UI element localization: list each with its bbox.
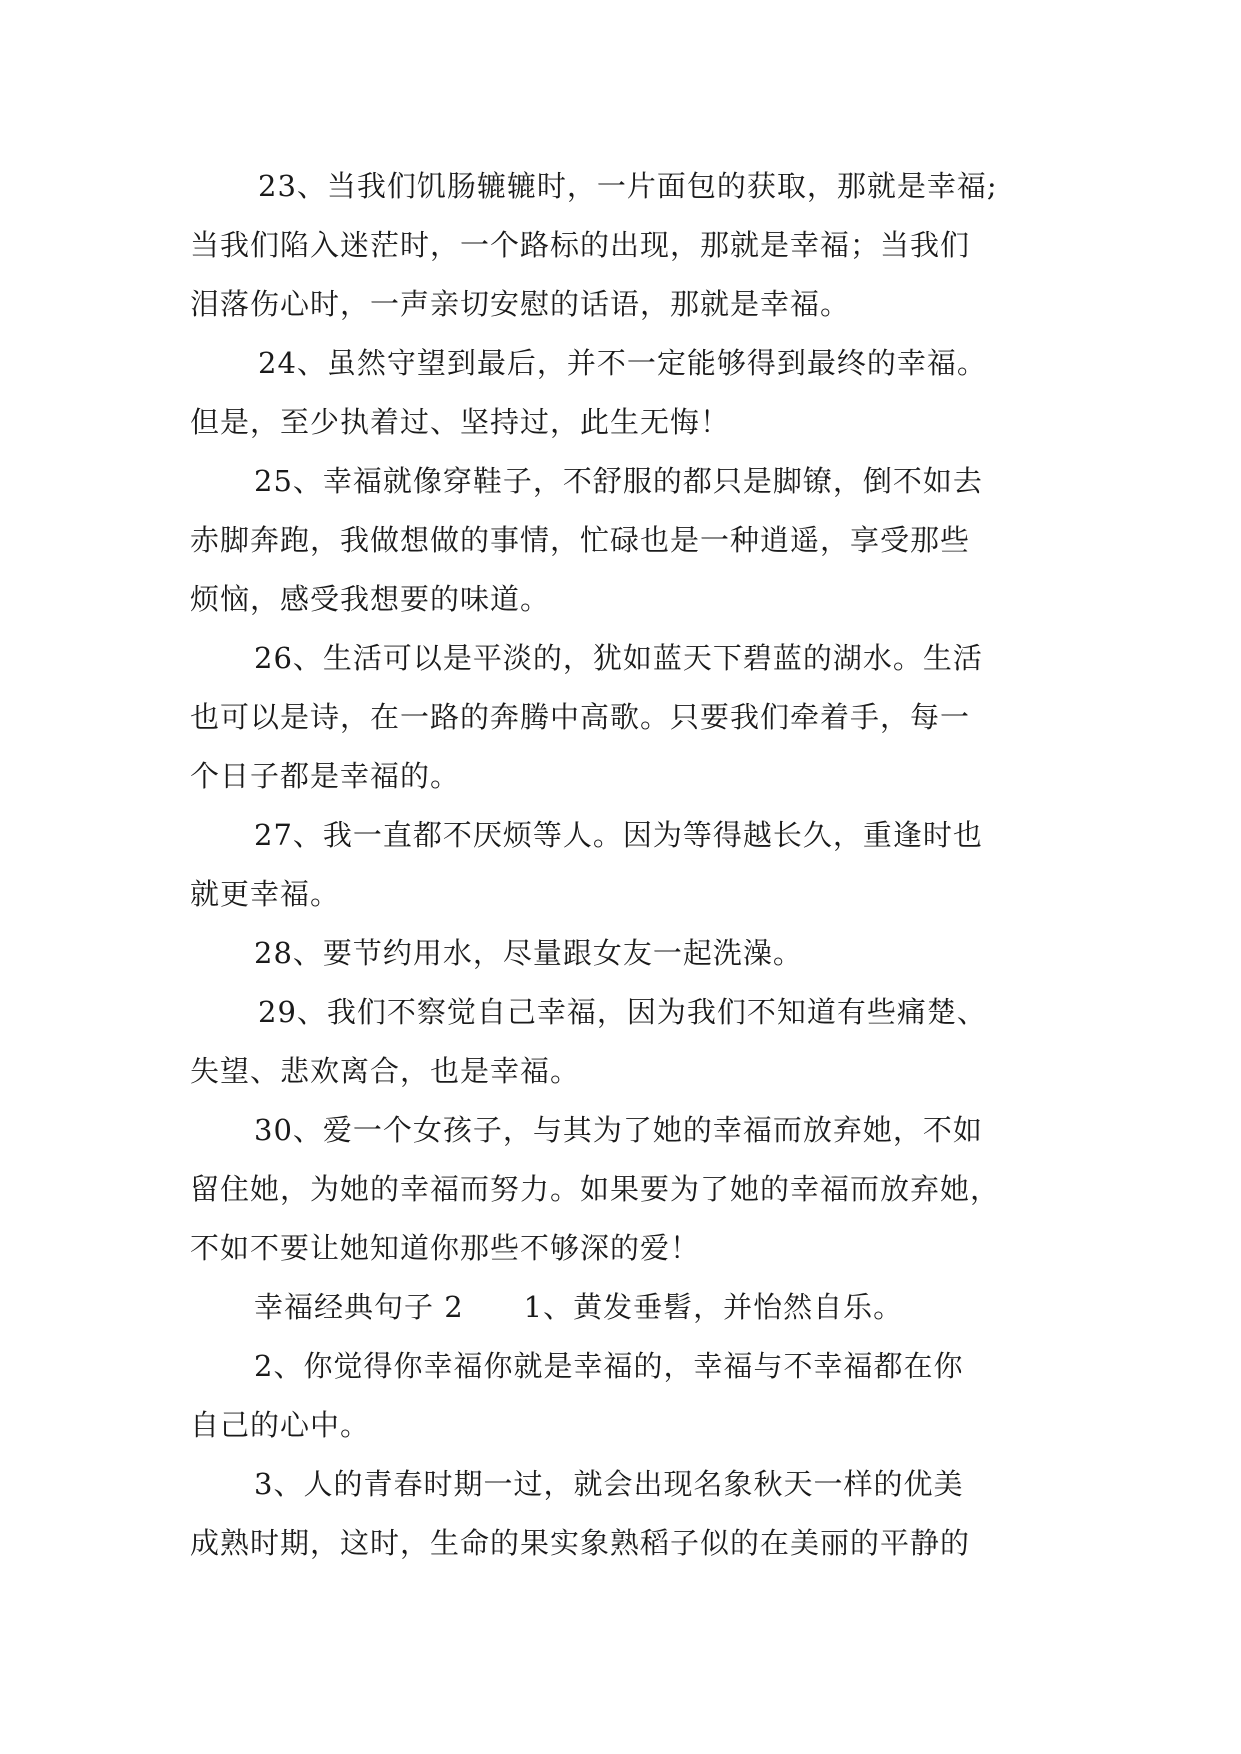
text-line: 30、爱一个女孩子，与其为了她的幸福而放弃她，不如: [254, 1113, 983, 1147]
text-line: 成熟时期，这时，生命的果实象熟稻子似的在美丽的平静的: [190, 1526, 971, 1560]
text-line: 自己的心中。: [190, 1408, 371, 1442]
text-line: 2、你觉得你幸福你就是幸福的，幸福与不幸福都在你: [254, 1349, 964, 1383]
text-line: 27、我一直都不厌烦等人。因为等得越长久，重逢时也: [254, 818, 983, 852]
text-line: 25、幸福就像穿鞋子，不舒服的都只是脚镣，倒不如去: [254, 464, 983, 498]
text-line: 26、生活可以是平淡的，犹如蓝天下碧蓝的湖水。生活: [254, 641, 983, 675]
text-line: 24、虽然守望到最后，并不一定能够得到最终的幸福。: [258, 346, 987, 380]
text-line: 幸福经典句子 2 1、黄发垂髫，并怡然自乐。: [254, 1290, 904, 1324]
text-line: 个日子都是幸福的。: [190, 759, 461, 793]
text-line: 29、我们不察觉自己幸福，因为我们不知道有些痛楚、: [258, 995, 987, 1029]
text-line: 失望、悲欢离合，也是幸福。: [190, 1054, 581, 1088]
text-line: 3、人的青春时期一过，就会出现名象秋天一样的优美: [254, 1467, 964, 1501]
text-line: 23、当我们饥肠辘辘时，一片面包的获取，那就是幸福;: [258, 169, 998, 203]
text-line: 但是，至少执着过、坚持过，此生无悔！: [190, 405, 731, 439]
text-line: 留住她，为她的幸福而努力。如果要为了她的幸福而放弃她，: [190, 1172, 1001, 1206]
text-line: 赤脚奔跑，我做想做的事情，忙碌也是一种逍遥，享受那些: [190, 523, 971, 557]
text-line: 就更幸福。: [190, 877, 341, 911]
text-line: 当我们陷入迷茫时，一个路标的出现，那就是幸福；当我们: [190, 228, 971, 262]
text-line: 也可以是诗，在一路的奔腾中高歌。只要我们牵着手，每一: [190, 700, 971, 734]
text-line: 不如不要让她知道你那些不够深的爱！: [190, 1231, 701, 1265]
text-line: 泪落伤心时，一声亲切安慰的话语，那就是幸福。: [190, 287, 851, 321]
text-line: 烦恼，感受我想要的味道。: [190, 582, 551, 616]
text-line: 28、要节约用水，尽量跟女友一起洗澡。: [254, 936, 803, 970]
